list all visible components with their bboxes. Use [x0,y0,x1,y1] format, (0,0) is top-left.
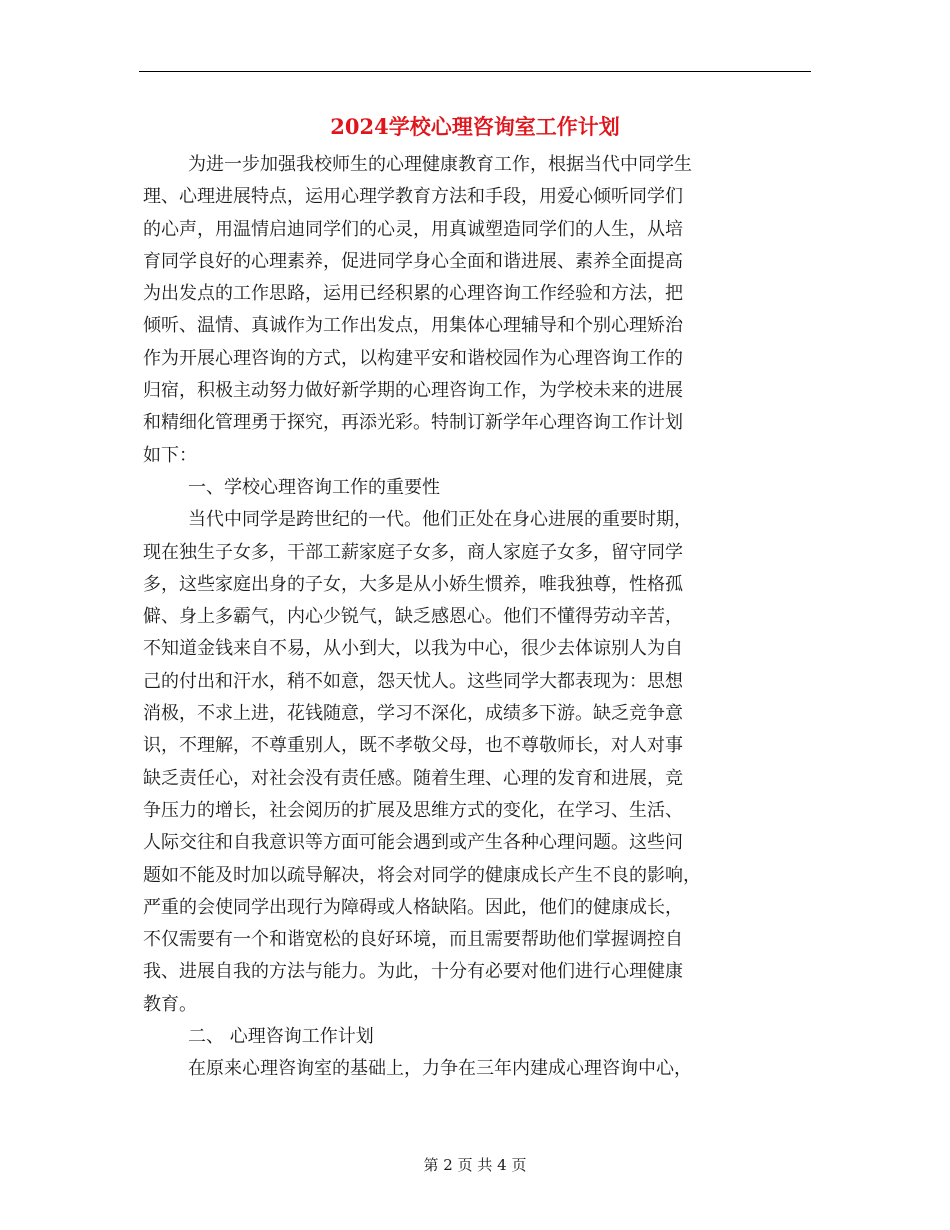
document-title: 2024学校心理咨询室工作计划 [330,114,620,139]
body-line: 不仅需要有一个和谐宽松的良好环境，而且需要帮助他们掌握调控自 [143,929,683,951]
body-line: 为出发点的工作思路，运用已经积累的心理咨询工作经验和方法，把 [143,283,683,305]
section-heading: 二、 心理咨询工作计划 [188,1026,374,1048]
body-line: 作为开展心理咨询的方式，以构建平安和谐校园作为心理咨询工作的 [143,347,683,369]
body-line: 育同学良好的心理素养，促进同学身心全面和谐进展、素养全面提高 [143,250,683,272]
body-line: 严重的会使同学出现行为障碍或人格缺陷。因此，他们的健康成长， [143,896,683,918]
body-line: 如下： [143,444,197,466]
body-line: 理、心理进展特点，运用心理学教育方法和手段，用爱心倾听同学们 [143,186,683,208]
body-line: 教育。 [143,993,197,1015]
body-line: 争压力的增长，社会阅历的扩展及思维方式的变化，在学习、生活、 [143,799,683,821]
body-line: 和精细化管理勇于探究，再添光彩。特制订新学年心理咨询工作计划 [143,412,683,434]
body-line: 消极，不求上进，花钱随意，学习不深化，成绩多下游。缺乏竞争意 [143,703,683,725]
body-line: 僻、身上多霸气，内心少锐气，缺乏感恩心。他们不懂得劳动辛苦， [143,606,683,628]
body-line: 题如不能及时加以疏导解决，将会对同学的健康成长产生不良的影响， [143,864,701,886]
body-line: 人际交往和自我意识等方面可能会遇到或产生各种心理问题。这些问 [143,832,683,854]
body-line: 缺乏责任心，对社会没有责任感。随着生理、心理的发育和进展，竞 [143,767,683,789]
body-line: 的心声，用温情启迪同学们的心灵，用真诚塑造同学们的人生，从培 [143,218,683,240]
body-line: 在原来心理咨询室的基础上，力争在三年内建成心理咨询中心， [188,1058,692,1080]
body-line: 为进一步加强我校师生的心理健康教育工作，根据当代中同学生 [188,154,692,175]
body-line: 不知道金钱来自不易，从小到大，以我为中心，很少去体谅别人为自 [143,638,683,660]
body-line: 多，这些家庭出身的子女，大多是从小娇生惯养，唯我独尊，性格孤 [143,573,683,595]
body-line: 识，不理解，不尊重别人，既不孝敬父母，也不尊敬师长，对人对事 [143,735,683,757]
body-line: 现在独生子女多，干部工薪家庭子女多，商人家庭子女多，留守同学 [143,541,683,563]
section-heading: 一、学校心理咨询工作的重要性 [188,476,440,498]
body-line: 己的付出和汗水，稍不如意，怨天忧人。这些同学大都表现为：思想 [143,670,683,692]
document-body [143,149,808,1086]
body-line: 倾听、温情、真诚作为工作出发点，用集体心理辅导和个别心理矫治 [143,315,683,337]
body-line: 我、进展自我的方法与能力。为此，十分有必要对他们进行心理健康 [143,961,683,983]
header-rule [139,71,811,72]
body-line: 当代中同学是跨世纪的一代。他们正处在身心进展的重要时期， [188,509,692,531]
page-footer: 第 2 页 共 4 页 [423,1156,527,1174]
body-line: 归宿，积极主动努力做好新学期的心理咨询工作，为学校未来的进展 [143,380,683,402]
